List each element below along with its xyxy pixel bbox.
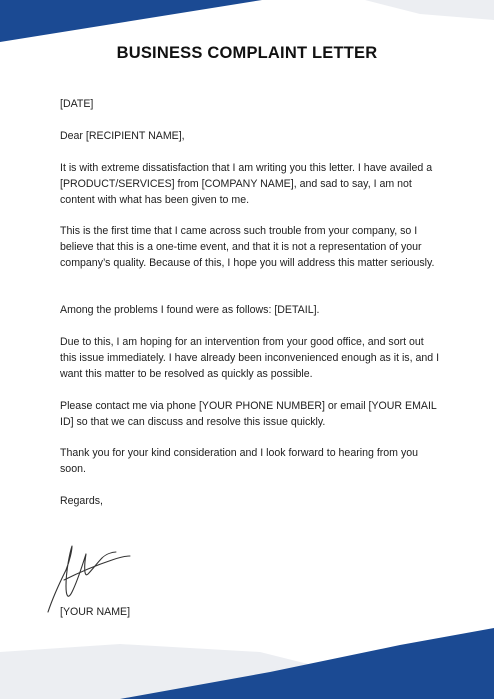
bottom-light-band — [0, 644, 494, 699]
letter-date: [DATE] — [60, 98, 94, 110]
letter-title: BUSINESS COMPLAINT LETTER — [116, 44, 378, 62]
letter-closing: Regards, — [60, 495, 103, 507]
signer-name: [YOUR NAME] — [60, 606, 131, 618]
letter-paragraph: It is with extreme dissatisfaction that I am writing you this letter. I have availed a [PRODUCT/SERVICES] from [COMPANY NAME], and sad to say, I am not content with what has been given to me. — [60, 162, 433, 206]
top-left-blue-band — [0, 0, 262, 42]
letter-paragraph: Among the problems I found were as follows: [DETAIL]. — [60, 304, 320, 316]
letter-paragraph: This is the first time that I came across such trouble from your company, so I believe that this is a one-time event, and that it is not a representation of your company’s quality. Because of this, I hope you will address this matter seriously. — [60, 225, 435, 269]
bottom-blue-band — [120, 628, 494, 699]
top-right-light-band — [365, 0, 494, 20]
letter-paragraph: Due to this, I am hoping for an intervention from your good office, and sort out this issue immediately. I have already been inconvenienced enough as it is, and I want this matter to be resolved as quickly as possible. — [60, 336, 440, 380]
letter-paragraph: Thank you for your kind consideration and I look forward to hearing from you soon. — [60, 447, 419, 475]
letter-salutation: Dear [RECIPIENT NAME], — [60, 130, 185, 142]
letter-paragraph: Please contact me via phone [YOUR PHONE NUMBER] or email [YOUR EMAIL ID] so that we can discuss and resolve this issue quickly. — [60, 400, 437, 428]
